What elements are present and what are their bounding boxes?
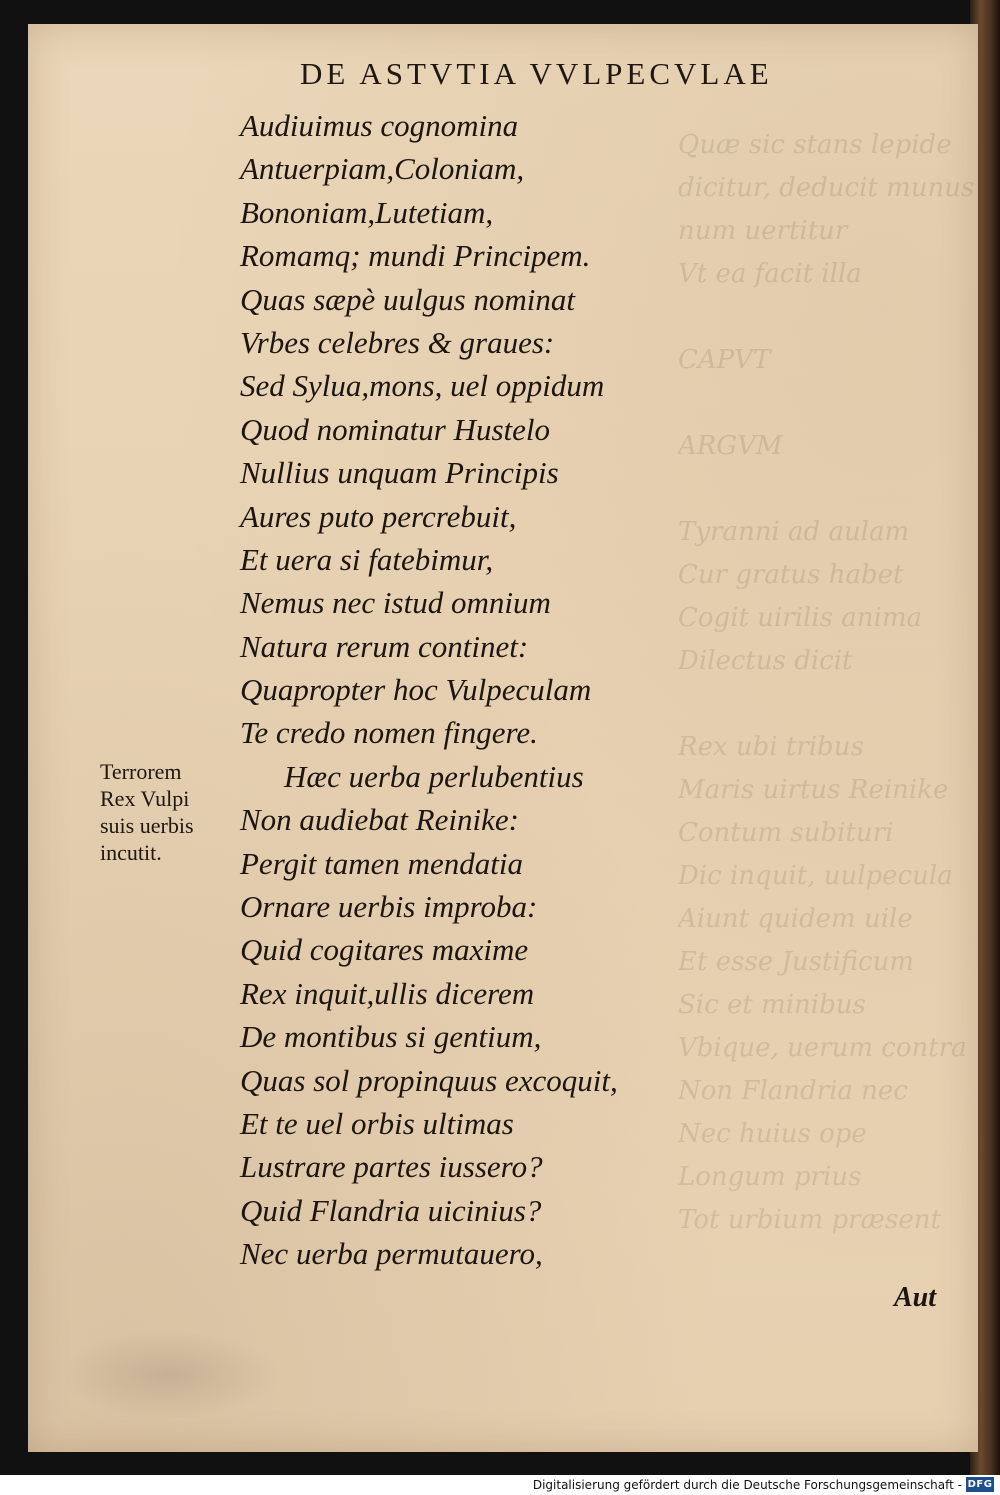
- verse-line: Ornare uerbis improba:: [240, 889, 538, 925]
- marginal-note-line: Terrorem: [100, 759, 182, 784]
- verse-line: Quid cogitares maxime: [240, 932, 529, 968]
- marginal-note-line: Rex Vulpi: [100, 786, 190, 811]
- verse-line: Te credo nomen fingere.: [240, 715, 538, 751]
- verse-line: Pergit tamen mendatia: [240, 845, 523, 881]
- verse-line: Quid Flandria uicinius?: [240, 1192, 542, 1228]
- verse-line: Rex inquit,ullis dicerem: [240, 975, 535, 1011]
- verse-line: Non audiebat Reinike:: [240, 802, 519, 838]
- dfg-logo-icon: DFG: [967, 1479, 993, 1490]
- marginal-note: [100, 758, 194, 866]
- verse-line: Nemus nec istud omnium: [240, 585, 551, 621]
- verse-line: De montibus si gentium,: [240, 1019, 542, 1055]
- verse-line: Aures puto percrebuit,: [240, 498, 517, 534]
- verse-line: Et uera si fatebimur,: [240, 541, 494, 577]
- verse-line: Antuerpiam,Coloniam,: [240, 151, 525, 187]
- verse-line: Quas sæpè uulgus nominat: [240, 281, 575, 317]
- bleed-through: Quæ sic stans lepide dicitur, deducit munus num uertitur Vt ea facit illa CAPVT ARGVM Tyranni ad aulam Cur gratus habet Cogit uirilis anima Dilectus dicit Rex ubi tribus Maris uirtus Reinike Contum subituri Dic inquit, uulpecula Aiunt quidem uile Et esse Justificum Sic et minibus Vbique, uerum contra Non Flandria nec Nec huius ope Longum prius Tot urbium præsent: [678, 130, 975, 1235]
- verse-line: Nullius unquam Principis: [240, 455, 559, 491]
- verse-line: Romamq; mundi Principem.: [240, 238, 591, 274]
- verse-line: Nec uerba permutauero,: [240, 1236, 543, 1272]
- verse-line: Vrbes celebres & graues:: [240, 324, 555, 360]
- verse-line: Sed Sylua,mons, uel oppidum: [240, 368, 605, 404]
- running-head: DE ASTVTIA VVLPECVLAE: [300, 56, 773, 91]
- verse-line: Quod nominatur Hustelo: [240, 411, 550, 447]
- verse-line: Bononiam,Lutetiam,: [240, 194, 494, 230]
- catchword: Aut: [894, 1282, 937, 1313]
- verse-line: Natura rerum continet:: [240, 628, 529, 664]
- page-stain: [60, 1330, 280, 1420]
- verse-text: [240, 104, 618, 1276]
- verse-line: Quapropter hoc Vulpeculam: [240, 672, 592, 708]
- verse-line: Et te uel orbis ultimas: [240, 1105, 514, 1141]
- verse-line: Audiuimus cognomina: [240, 108, 519, 143]
- verse-line: Lustrare partes iussero?: [240, 1149, 543, 1185]
- footer-bar: [0, 1475, 1000, 1495]
- footer-credit: Digitalisierung gefördert durch die Deutsche Forschungsgemeinschaft -: [532, 1478, 962, 1492]
- marginal-note-line: suis uerbis: [100, 813, 194, 838]
- verse-line: Hæc uerba perlubentius: [284, 758, 584, 794]
- verse-line: Quas sol propinquus excoquit,: [240, 1062, 618, 1098]
- marginal-note-line: incutit.: [100, 840, 162, 865]
